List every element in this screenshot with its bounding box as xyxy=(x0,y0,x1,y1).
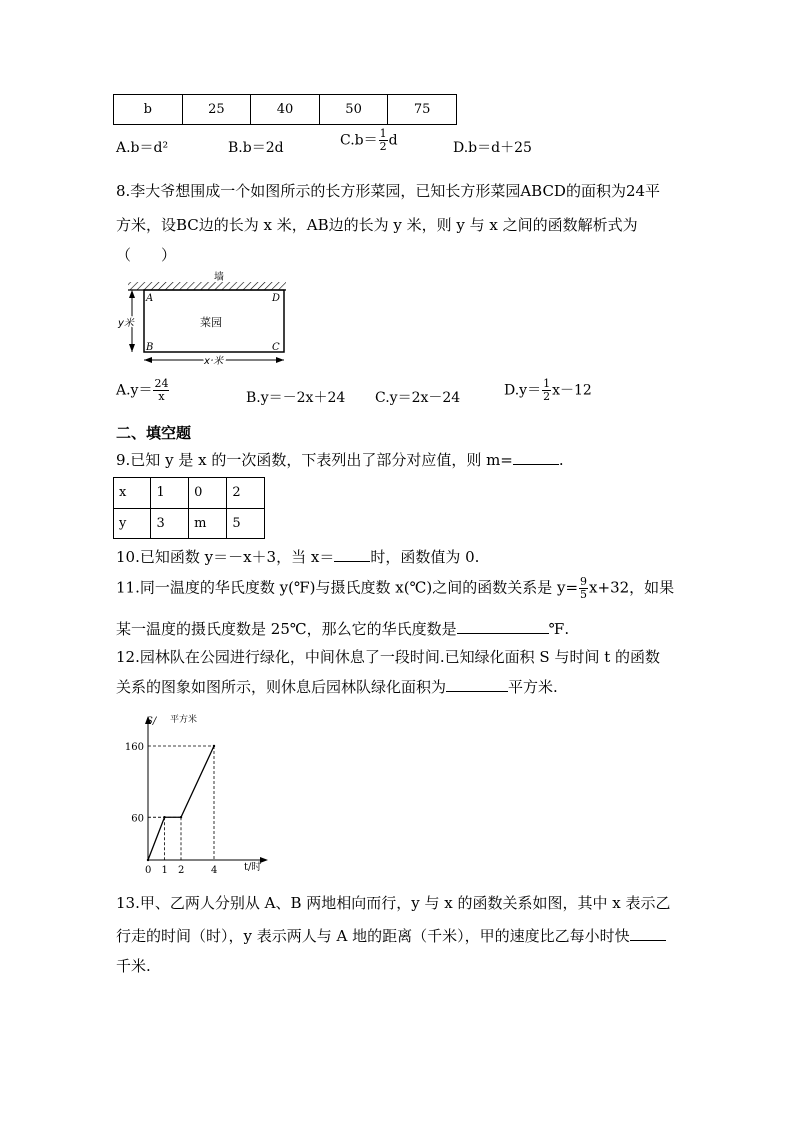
answer-blank xyxy=(334,561,370,562)
question-8-line-2: 方米，设BC边的长为 x 米，AB边的长为 y 米，则 y 与 x 之间的函数解析式为 xyxy=(116,216,638,234)
option-b: B.y＝－2x＋24 xyxy=(246,390,346,406)
side-label: y米 xyxy=(118,318,134,329)
table-cell: 40 xyxy=(251,95,320,125)
table-row xyxy=(114,478,265,509)
value-table xyxy=(113,477,265,539)
table-cell: 50 xyxy=(319,95,388,125)
table-cell: 75 xyxy=(388,95,457,125)
fraction-numerator: 9 xyxy=(580,575,588,588)
answer-blank xyxy=(630,940,666,941)
question-text: ℉. xyxy=(548,620,570,638)
section-heading: 二、填空题 xyxy=(116,424,192,442)
option-b: B.b＝2d xyxy=(228,140,284,156)
option-text: C.b＝ xyxy=(340,132,378,149)
question-text: 关系的图象如图所示，则休息后园林队绿化面积为 xyxy=(116,678,447,696)
table-cell: x xyxy=(114,478,151,509)
garden-figure xyxy=(116,268,296,376)
table-cell: 0 xyxy=(189,478,227,509)
fraction-denominator: x xyxy=(158,390,165,403)
y-axis-label: S/ xyxy=(146,716,157,727)
table-cell: 2 xyxy=(227,478,265,509)
x-tick-label: 2 xyxy=(178,865,185,876)
area-time-chart xyxy=(112,710,277,880)
x-axis-label: t/时 xyxy=(244,862,262,873)
question-9 xyxy=(116,449,564,470)
question-text: 11.同一温度的华氏度数 y(℉)与摄氏度数 x(℃)之间的函数关系是 y= xyxy=(116,578,579,597)
fraction-numerator: 1 xyxy=(543,377,551,390)
option-a xyxy=(116,378,170,403)
table-cell: b xyxy=(114,95,183,125)
question-8-line-3: （ ） xyxy=(116,246,177,264)
data-point xyxy=(180,816,182,818)
question-13-line-3: 千米. xyxy=(116,957,151,975)
answer-blank xyxy=(513,464,559,465)
wall-hatch xyxy=(128,282,286,290)
table-row xyxy=(114,95,457,125)
y-axis-unit: 平方米 xyxy=(170,715,198,725)
question-13-line-1: 13.甲、乙两人分别从 A、B 两地相向而行，y 与 x 的函数关系如图，其中 x 表示乙 xyxy=(116,894,671,912)
question-12-line-2 xyxy=(116,676,558,697)
arrow-up xyxy=(129,290,135,298)
question-text: 9.已知 y 是 x 的一次函数，下表列出了部分对应值，则 m= xyxy=(116,451,513,469)
option-text: x－12 xyxy=(552,382,592,399)
option-text: d xyxy=(388,132,398,149)
table-cell: m xyxy=(189,508,227,539)
question-text: 10.已知函数 y＝－x＋3，当 x＝ xyxy=(116,548,335,566)
question-text: 时，函数值为 0. xyxy=(370,548,480,566)
option-a: A.b＝d² xyxy=(116,140,169,156)
option-d xyxy=(504,378,592,403)
data-point xyxy=(213,745,215,747)
vertex-a: A xyxy=(146,293,154,304)
x-tick-label: 0 xyxy=(145,865,152,876)
table-cell: 3 xyxy=(151,508,189,539)
fraction-numerator: 24 xyxy=(154,377,169,390)
vertex-b: B xyxy=(146,342,154,353)
option-c xyxy=(340,128,398,153)
question-11-line-1 xyxy=(116,576,674,601)
question-13-line-2 xyxy=(116,925,666,946)
fraction xyxy=(153,378,169,403)
data-point xyxy=(147,859,149,861)
fraction-denominator: 2 xyxy=(379,140,387,153)
answer-blank xyxy=(457,633,549,634)
garden-label: 菜园 xyxy=(200,316,222,329)
x-tick-label: 1 xyxy=(161,865,168,876)
table-cell: y xyxy=(114,508,151,539)
answer-blank xyxy=(446,691,508,692)
table-cell: 1 xyxy=(151,478,189,509)
y-tick-label: 60 xyxy=(131,813,144,825)
fraction xyxy=(542,378,551,403)
question-10 xyxy=(116,546,479,567)
question-text: . xyxy=(558,451,564,469)
option-d: D.b＝d＋25 xyxy=(453,140,532,156)
fraction-numerator: 1 xyxy=(379,127,387,140)
y-tick-label: 160 xyxy=(124,742,144,753)
bottom-label: x 米 xyxy=(204,356,224,367)
arrow-down xyxy=(129,344,135,352)
x-tick-label: 4 xyxy=(211,865,218,876)
fraction-denominator: 2 xyxy=(543,390,551,403)
vertex-c: C xyxy=(272,342,280,353)
question-text: 平方米. xyxy=(508,678,558,696)
arrow-right xyxy=(276,357,284,363)
option-c: C.y＝2x－24 xyxy=(375,390,461,406)
option-text: A.y＝ xyxy=(116,382,153,399)
fraction-denominator: 5 xyxy=(580,588,588,601)
question-text: 某一温度的摄氏度数是 25℃，那么它的华氏度数是 xyxy=(116,620,457,638)
table-cell: 5 xyxy=(227,508,265,539)
question-11-line-2 xyxy=(116,618,569,639)
arrow-left xyxy=(144,357,152,363)
question-12-line-1: 12.园林队在公园进行绿化，中间休息了一段时间.已知绿化面积 S 与时间 t 的函数 xyxy=(116,648,661,666)
fraction xyxy=(579,576,588,601)
vertex-d: D xyxy=(272,293,281,304)
option-text: D.y＝ xyxy=(504,382,542,399)
fraction xyxy=(379,128,388,153)
question-text: 行走的时间（时），y 表示两人与 A 地的距离（千米），甲的速度比乙每小时快 xyxy=(116,927,630,945)
question-text: x+32，如果 xyxy=(589,578,675,597)
value-table xyxy=(113,94,457,125)
table-row xyxy=(114,508,265,539)
table-cell: 25 xyxy=(182,95,251,125)
question-8-line-1: 8.李大爷想围成一个如图所示的长方形菜园，已知长方形菜园ABCD的面积为24平 xyxy=(116,182,661,200)
wall-label: 墙 xyxy=(214,272,224,283)
